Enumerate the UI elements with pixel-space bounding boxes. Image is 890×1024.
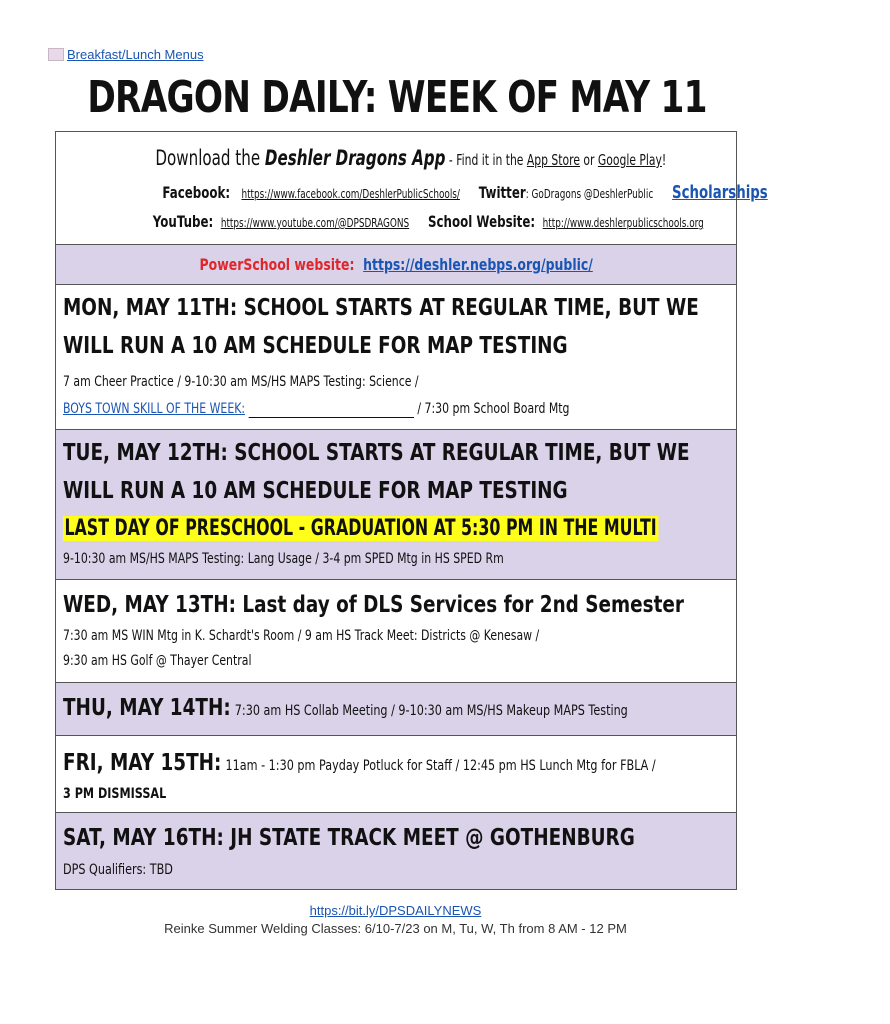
- wednesday-line2: 9:30 am HS Golf @ Thayer Central: [63, 653, 252, 669]
- facebook-label: Facebook:: [162, 183, 231, 202]
- preschool-graduation-highlight: LAST DAY OF PRESCHOOL - GRADUATION AT 5:30 PM IN THE MULTI: [64, 516, 657, 541]
- saturday-heading: SAT, MAY 16TH: JH STATE TRACK MEET @ GOTHENBURG: [63, 825, 635, 851]
- monday-line2-tail: / 7:30 pm School Board Mtg: [417, 401, 570, 417]
- boys-town-skill-link[interactable]: BOYS TOWN SKILL OF THE WEEK:: [63, 401, 246, 417]
- facebook-link[interactable]: https://www.facebook.com/DeshlerPublicSchools/: [241, 187, 460, 201]
- school-website-link[interactable]: http://www.deshlerpublicschools.org: [542, 216, 704, 230]
- monday-heading-line1: MON, MAY 11TH: SCHOOL STARTS AT REGULAR TIME, BUT WE: [63, 295, 699, 321]
- app-store-link[interactable]: App Store: [526, 151, 580, 169]
- breakfast-lunch-menus-link[interactable]: Breakfast/Lunch Menus: [67, 47, 204, 62]
- day-row-monday: [56, 285, 736, 430]
- header-info-row: Download the Deshler Dragons App - Find it in the App Store or Google Play! Facebook: https://www.facebook.com/DeshlerPublicSchools/ Twitter: GoDragons @DeshlerPublic Scholarships YouTube: https://www.youtube.com/@DPSDRAGONS School Website: http://www.deshlerpublicschools.org: [56, 132, 736, 245]
- google-play-link[interactable]: Google Play: [597, 151, 662, 169]
- saturday-line1: DPS Qualifiers: TBD: [63, 862, 173, 878]
- thursday-text: 7:30 am HS Collab Meeting / 9-10:30 am MS/HS Makeup MAPS Testing: [234, 703, 628, 719]
- scholarships-link[interactable]: Scholarships: [672, 182, 768, 203]
- monday-line1: 7 am Cheer Practice / 9-10:30 am MS/HS MAPS Testing: Science /: [63, 374, 419, 390]
- tuesday-line1: 9-10:30 am MS/HS MAPS Testing: Lang Usage / 3-4 pm SPED Mtg in HS SPED Rm: [63, 551, 504, 567]
- wednesday-heading: WED, MAY 13TH: Last day of DLS Services for 2nd Semester: [63, 592, 684, 618]
- welding-classes-note: Reinke Summer Welding Classes: 6/10-7/23 on M, Tu, W, Th from 8 AM - 12 PM: [164, 921, 627, 936]
- breakfast-lunch-menus-link-wrap: [48, 47, 204, 62]
- powerschool-row: [56, 245, 736, 285]
- tuesday-heading-line1: TUE, MAY 12TH: SCHOOL STARTS AT REGULAR TIME, BUT WE: [63, 440, 690, 466]
- powerschool-label: PowerSchool website:: [199, 255, 355, 274]
- day-row-wednesday: [56, 580, 736, 683]
- schedule-table: [55, 131, 768, 890]
- day-row-thursday: [56, 683, 736, 736]
- school-website-label: School Website:: [428, 212, 536, 231]
- powerschool-link[interactable]: https://deshler.nebps.org/public/: [362, 255, 593, 274]
- wednesday-line1: 7:30 am MS WIN Mtg in K. Schardt's Room / 9 am HS Track Meet: Districts @ Kenesaw /: [63, 628, 540, 644]
- tuesday-heading-line2: WILL RUN A 10 AM SCHEDULE FOR MAP TESTING: [63, 478, 568, 504]
- friday-text: 11am - 1:30 pm Payday Potluck for Staff / 12:45 pm HS Lunch Mtg for FBLA /: [225, 758, 656, 774]
- broken-image-icon: [48, 48, 64, 61]
- youtube-link[interactable]: https://www.youtube.com/@DPSDRAGONS: [220, 216, 410, 230]
- app-name: Deshler Dragons App: [264, 146, 446, 170]
- day-row-tuesday: [56, 430, 736, 580]
- twitter-handle: : GoDragons @DeshlerPublic: [525, 187, 654, 201]
- download-prefix: Download the: [155, 146, 265, 170]
- page-title: DRAGON DAILY: WEEK OF MAY 11: [87, 72, 707, 123]
- skill-blank-line: [249, 401, 414, 418]
- friday-heading: FRI, MAY 15TH:: [63, 750, 222, 776]
- twitter-label: Twitter: [478, 183, 526, 202]
- day-row-friday: [56, 736, 736, 813]
- friday-dismissal: 3 PM DISMISSAL: [63, 786, 167, 802]
- monday-heading-line2: WILL RUN A 10 AM SCHEDULE FOR MAP TESTING: [63, 333, 568, 359]
- day-row-saturday: [56, 813, 736, 889]
- footer-link-wrap: [0, 903, 791, 918]
- thursday-heading: THU, MAY 14TH:: [63, 695, 231, 721]
- dps-daily-news-link[interactable]: https://bit.ly/DPSDAILYNEWS: [309, 903, 482, 918]
- youtube-label: YouTube:: [152, 212, 214, 231]
